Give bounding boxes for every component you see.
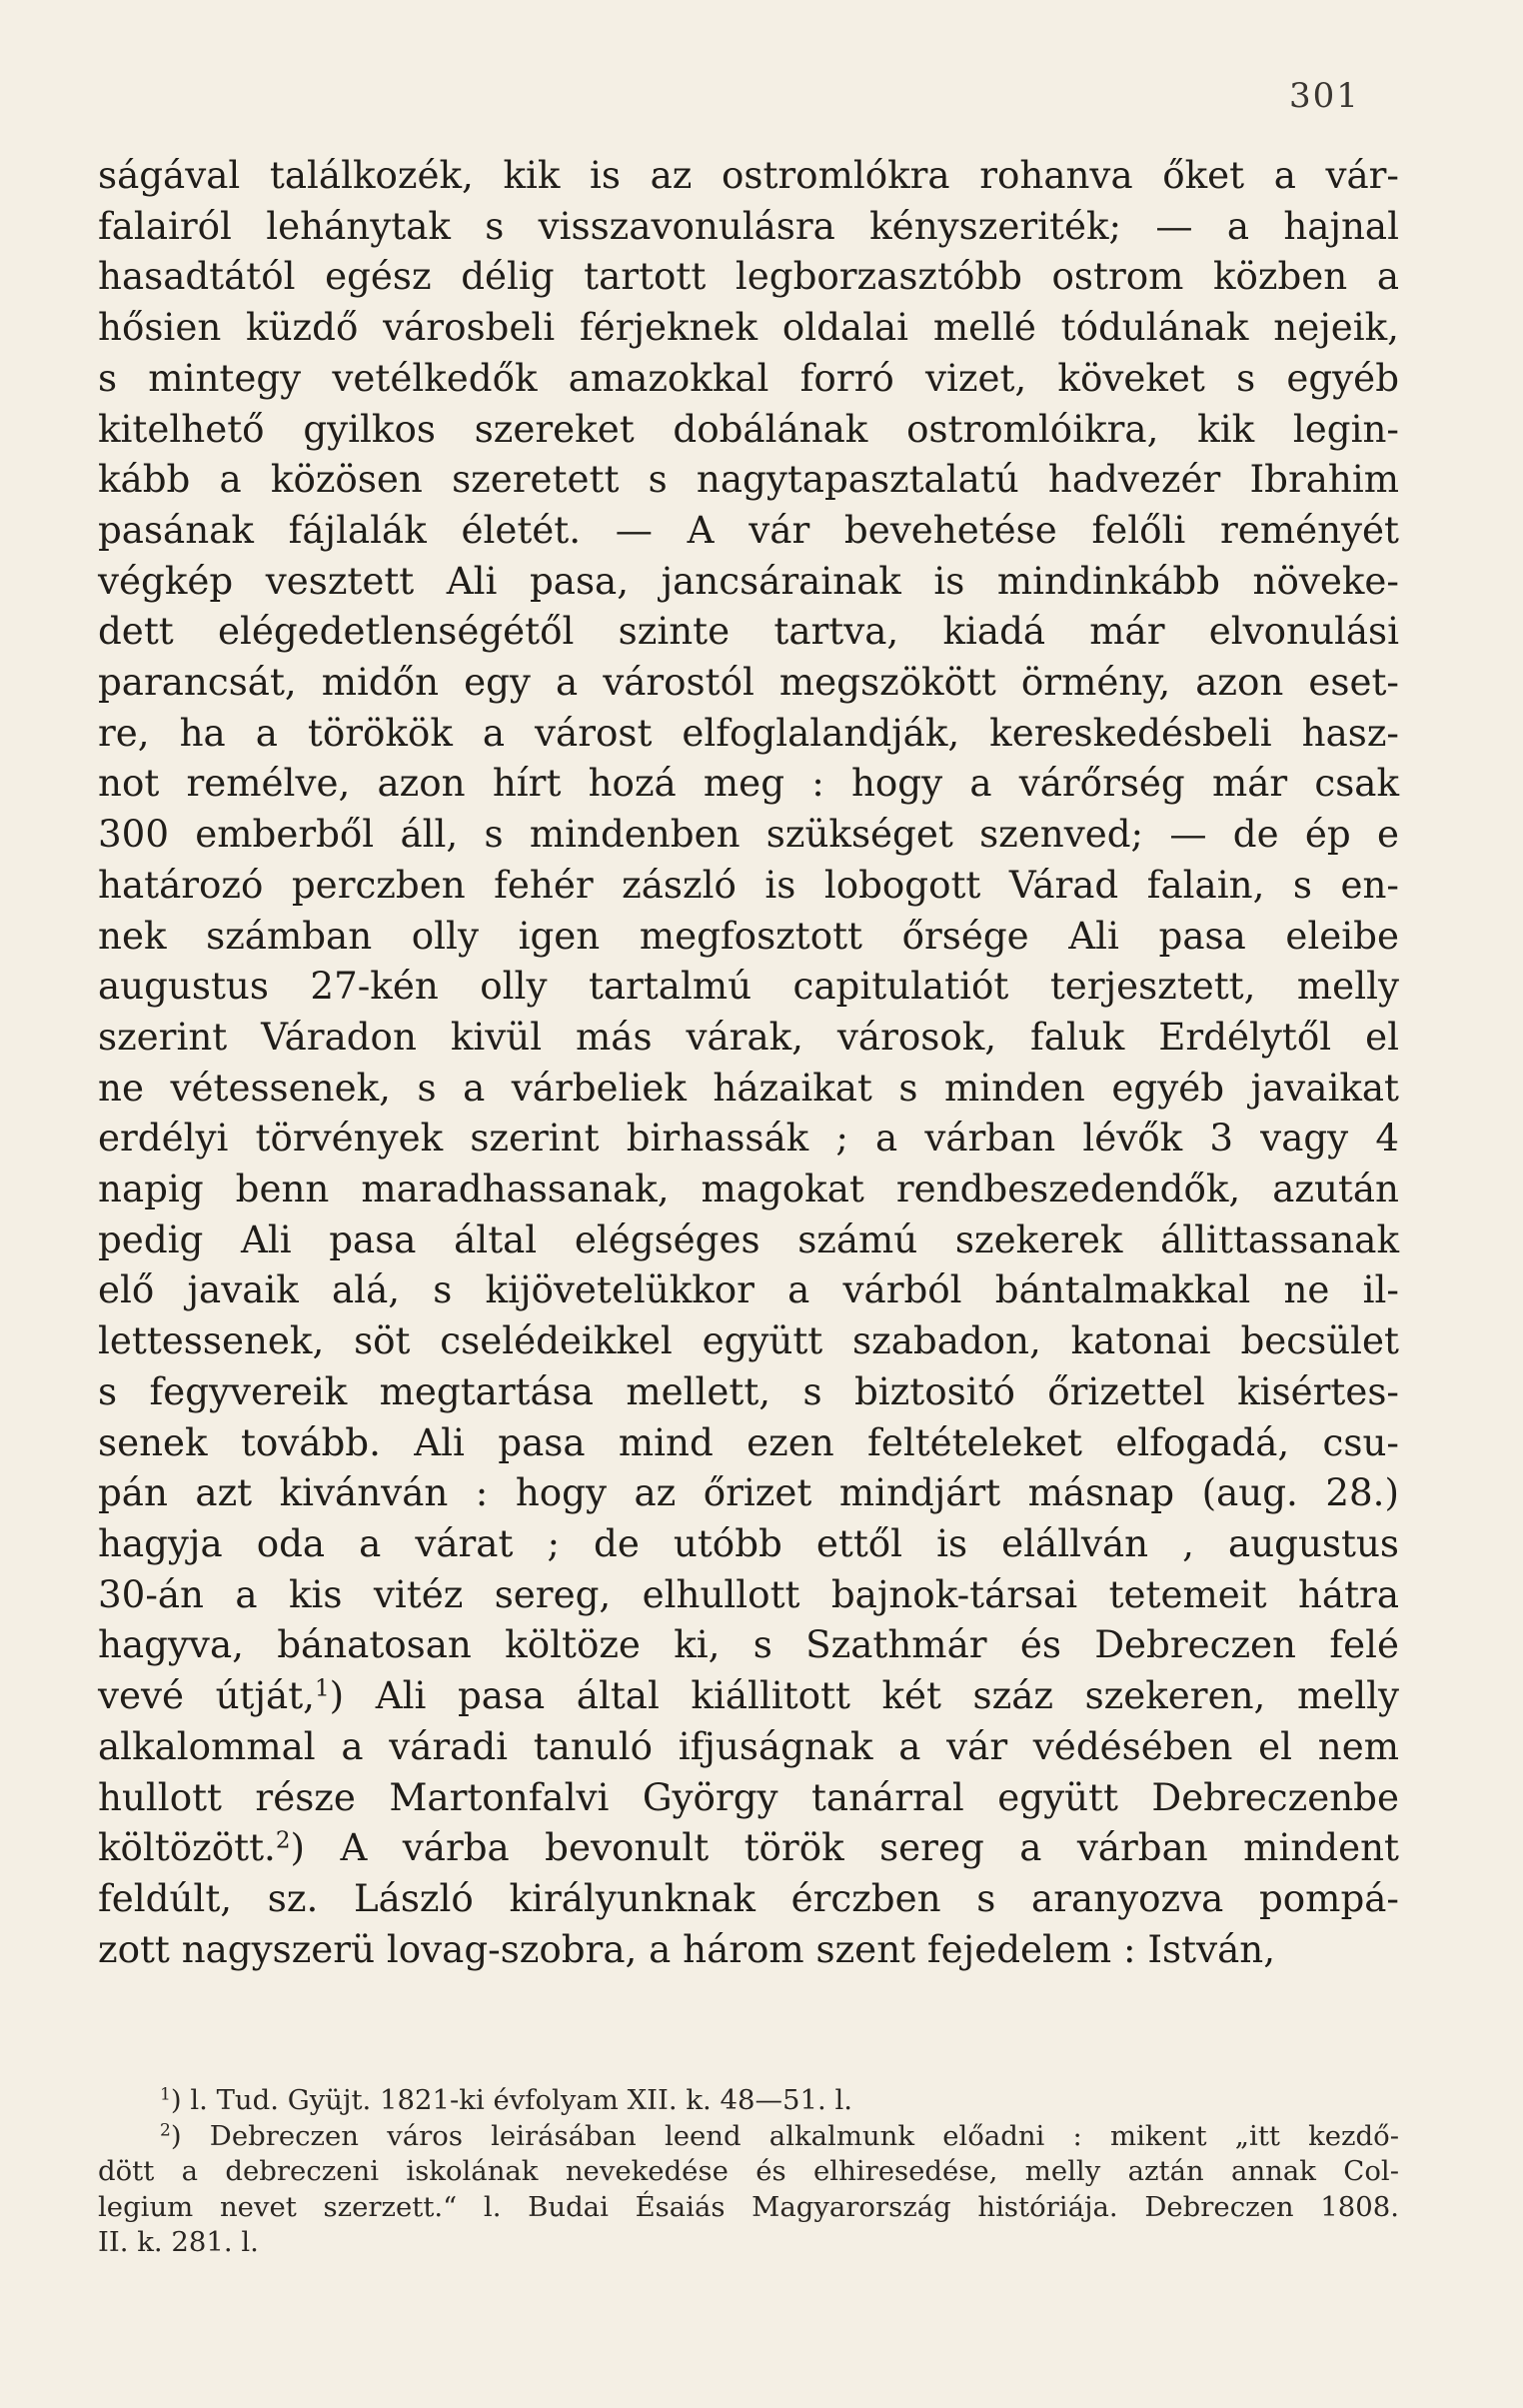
text-line: hagyva, bánatosan költöze ki, s Szathmár és Debreczen felé xyxy=(98,1622,1399,1667)
text-segment: ) A várba bevonult török sereg a várban mindent xyxy=(290,1825,1399,1870)
text-line: falairól lehánytak s visszavonulásra kényszeriték; — a hajnal xyxy=(98,203,1399,248)
footnote-2 xyxy=(98,2119,1399,2155)
text-line: hagyja oda a várat ; de utóbb ettől is elállván , augustus xyxy=(98,1520,1399,1565)
footnote-ref-1[interactable]: 1 xyxy=(314,1675,330,1702)
text-line: kább a közösen szeretett s nagytapasztalatú hadvezér Ibrahim xyxy=(98,457,1399,502)
footnote-2-line: II. k. 281. l. xyxy=(98,2226,259,2259)
text-line: hasadtától egész délig tartott legborzasztóbb ostrom közben a xyxy=(98,254,1399,299)
text-line-with-footnote-ref xyxy=(98,1670,1399,1721)
text-line: senek tovább. Ali pasa mind ezen feltételeket elfogadá, csu- xyxy=(98,1419,1399,1464)
text-line: határozó perczben fehér zászló is lobogott Várad falain, s en- xyxy=(98,862,1399,907)
text-line: elő javaik alá, s kijövetelükkor a várból bántalmakkal ne il- xyxy=(98,1267,1399,1312)
text-line: 300 emberből áll, s mindenben szükséget szenved; — de ép e xyxy=(98,812,1399,857)
text-line: ságával találkozék, kik is az ostromlókra rohanva őket a vár- xyxy=(98,153,1399,197)
text-line: s mintegy vetélkedők amazokkal forró vizet, köveket s egyéb xyxy=(98,355,1399,400)
text-line: pán azt kivánván : hogy az őrizet mindjárt másnap (aug. 28.) xyxy=(98,1470,1399,1515)
page-number: 301 xyxy=(1289,76,1360,116)
text-line: nek számban olly igen megfosztott őrsége Ali pasa eleibe xyxy=(98,913,1399,958)
text-line: ne vétessenek, s a várbeliek házaikat s minden egyéb javaikat xyxy=(98,1065,1399,1110)
text-line: végkép vesztett Ali pasa, jancsárainak is mindinkább növeke- xyxy=(98,558,1399,603)
text-line: hullott része Martonfalvi György tanárral együtt Debreczenbe xyxy=(98,1774,1399,1819)
footnote-1 xyxy=(98,2083,1399,2119)
text-line: feldúlt, sz. László királyunknak érczben s aranyozva pompá- xyxy=(98,1875,1399,1920)
footnote-ref-2[interactable]: 2 xyxy=(275,1827,291,1854)
text-line: s fegyvereik megtartása mellett, s biztositó őrizettel kisértes- xyxy=(98,1368,1399,1413)
footnote-2-line: dött a debreczeni iskolának nevekedése és elhiresedése, melly aztán annak Col- xyxy=(98,2155,1399,2188)
text-line: parancsát, midőn egy a várostól megszökött örmény, azon eset- xyxy=(98,660,1399,705)
footnotes xyxy=(98,2083,1399,2261)
text-line: re, ha a törökök a várost elfoglalandják, kereskedésbeli hasz- xyxy=(98,710,1399,755)
text-line: szerint Váradon kivül más várak, városok, faluk Erdélytől el xyxy=(98,1014,1399,1059)
footnote-1-marker: 1 xyxy=(160,2084,171,2105)
text-line: kitelhető gyilkos szereket dobálának ostromlóikra, kik legin- xyxy=(98,406,1399,451)
text-line: pasának fájlalák életét. — A vár bevehetése felőli reményét xyxy=(98,507,1399,552)
text-line: napig benn maradhassanak, magokat rendbeszedendők, azután xyxy=(98,1167,1399,1211)
footnote-2-line: legium nevet szerzett.“ l. Budai Ésaiás Magyarország históriája. Debreczen 1808. xyxy=(98,2190,1399,2223)
text-line: augustus 27-kén olly tartalmú capitulatiót terjesztett, melly xyxy=(98,964,1399,1009)
text-line: dett elégedetlenségétől szinte tartva, kiadá már elvonulási xyxy=(98,609,1399,654)
text-line: 30-án a kis vitéz sereg, elhullott bajnok-társai tetemeit hátra xyxy=(98,1571,1399,1616)
text-line: hősien küzdő városbeli férjeknek oldalai mellé tódulának nejeik, xyxy=(98,305,1399,350)
text-segment: vevé útját, xyxy=(98,1673,315,1718)
footnote-2-text: ) Debreczen város leirásában leend alkalmunk előadni : mikent „itt kezdő- xyxy=(170,2119,1399,2152)
footnote-2-marker: 2 xyxy=(160,2120,171,2141)
text-segment: költözött. xyxy=(98,1825,276,1870)
text-line-with-footnote-ref xyxy=(98,1822,1399,1873)
text-line: not remélve, azon hírt hozá meg : hogy a várőrség már csak xyxy=(98,761,1399,806)
text-segment: ) Ali pasa által kiállitott két száz szekeren, melly xyxy=(329,1673,1400,1718)
text-line: lettessenek, söt cselédeikkel együtt szabadon, katonai becsület xyxy=(98,1318,1399,1363)
text-line: pedig Ali pasa által elégséges számú szekerek állittassanak xyxy=(98,1216,1399,1261)
text-line: alkalommal a váradi tanuló ifjuságnak a vár védésében el nem xyxy=(98,1723,1399,1768)
footnote-1-text: ) l. Tud. Gyüjt. 1821-ki évfolyam XII. k. 48—51. l. xyxy=(170,2084,853,2116)
text-line: erdélyi törvények szerint birhassák ; a várban lévők 3 vagy 4 xyxy=(98,1116,1399,1161)
main-text xyxy=(98,150,1399,1974)
text-line: zott nagyszerü lovag-szobra, a három szent fejedelem : István, xyxy=(98,1926,1276,1971)
